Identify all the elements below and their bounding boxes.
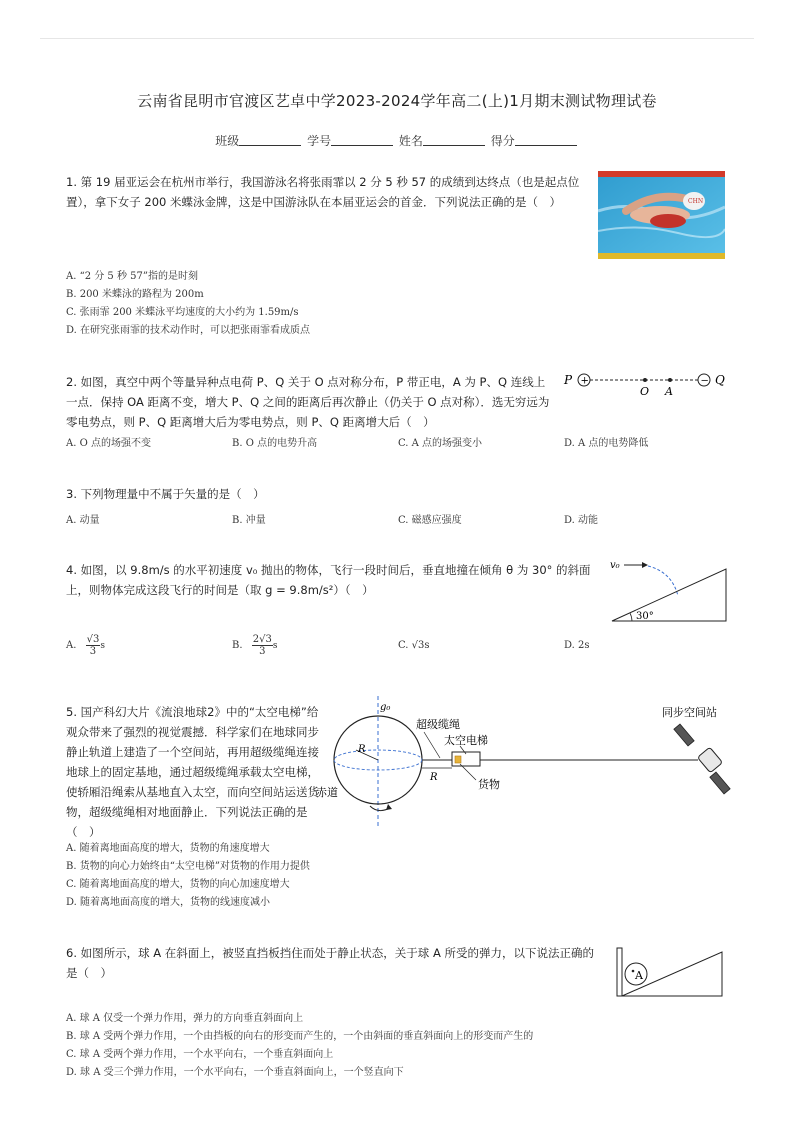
top-divider xyxy=(40,38,754,39)
ball-a-label: A xyxy=(635,969,643,982)
point-o-dot xyxy=(643,378,647,382)
question-2-stem: 2. 如图，真空中两个等量异种点电荷 P、Q 关于 O 点对称分布，P 带正电，A 为 P、Q 连线上一点．保持 OA 距离不变，增大 P、Q 之间的距离后再次静止（仍关于 O 点对称）．选无穷远为零电势点，则 P、Q 距离增大后为零电势点，则 P、Q 距离增大后（ ） xyxy=(66,375,550,429)
question-5-option-c[interactable]: C. 随着离地面高度的增大，货物的向心加速度增大 xyxy=(66,879,290,890)
option-a-numerator: √3 xyxy=(86,634,100,645)
question-3-option-b[interactable]: B. 冲量 xyxy=(232,515,266,526)
station-label: 同步空间站 xyxy=(662,706,717,719)
question-2-option-a[interactable]: A. O 点的场强不变 xyxy=(66,438,151,449)
question-5-stem: 5. 国产科幻大片《流浪地球2》中的“太空电梯”给观众带来了强烈的视觉震撼．科学家们在地球同步静止轨道上建造了一个空间站，再用超级缆绳连接地球上的固定基地，通过超级缆绳承载太空电梯，使轿厢沿绳索从基地直入太空，而向空间站运送货物，超级缆绳相对地面静止．下列说法正确的是（ ） xyxy=(66,705,319,839)
earth-radius-label: R xyxy=(358,744,366,755)
question-1-option-c[interactable]: C. 张雨霏 200 米蝶泳平均速度的大小约为 1.59m/s xyxy=(66,307,299,318)
space-station-icon xyxy=(674,724,730,794)
equator-label: 赤道 xyxy=(316,786,338,799)
cable-label: 超级缆绳 xyxy=(416,718,460,731)
svg-text:−: − xyxy=(700,375,709,387)
question-6-stem: 6. 如图所示，球 A 在斜面上，被竖直挡板挡住而处于静止状态，关于球 A 所受的弹力，以下说法正确的是（ ） xyxy=(66,946,594,980)
swimmer-photo xyxy=(598,171,725,259)
question-4-option-a[interactable]: A. $\frac{√3}{3}$ s xyxy=(66,634,105,657)
option-b-denominator: 3 xyxy=(259,646,266,657)
incline-projectile-diagram xyxy=(606,556,730,626)
field-name-blank[interactable] xyxy=(423,134,485,146)
velocity-arrowhead-icon xyxy=(642,562,648,568)
svg-text:+: + xyxy=(580,375,589,387)
vertical-board xyxy=(617,948,622,996)
point-o-label: O xyxy=(640,385,650,398)
ball-on-incline-diagram xyxy=(612,944,726,998)
cable-pointer xyxy=(424,732,440,758)
field-class-blank[interactable] xyxy=(239,134,301,146)
point-a-label: A xyxy=(665,385,673,398)
question-6-option-a[interactable]: A. 球 A 仅受一个弹力作用，弹力的方向垂直斜面向上 xyxy=(66,1013,304,1024)
question-3-option-a[interactable]: A. 动量 xyxy=(66,515,100,526)
charge-q-label: Q xyxy=(715,373,725,387)
incline-triangle xyxy=(612,569,726,621)
cap-label: CHN xyxy=(688,198,704,205)
space-elevator-diagram xyxy=(312,694,736,830)
field-number-label: 学号 xyxy=(307,134,332,148)
question-3-option-d[interactable]: D. 动能 xyxy=(564,515,599,526)
field-score-label: 得分 xyxy=(490,134,515,148)
question-6-option-d[interactable]: D. 球 A 受三个弹力作用，一个水平向右，一个垂直斜面向上，一个竖直向下 xyxy=(66,1067,404,1078)
field-class-label: 班级 xyxy=(215,134,240,148)
field-name-label: 姓名 xyxy=(398,134,423,148)
v0-label: v₀ xyxy=(610,560,620,571)
angle-label: 30° xyxy=(636,611,654,622)
question-4-option-b[interactable]: B. $\frac{2√3}{3}$ s xyxy=(232,634,278,657)
charge-p-label: P xyxy=(564,373,573,387)
option-b-numerator: 2√3 xyxy=(252,634,272,645)
question-4-stem: 4. 如图，以 9.8m/s 的水平初速度 v₀ 抛出的物体，飞行一段时间后，垂直地撞在倾角 θ 为 30° 的斜面上，则物体完成这段飞行的时间是（取 g = 9.8m/s²）（ ） xyxy=(66,563,591,597)
g0-label: g₀ xyxy=(380,702,391,713)
trajectory-curve xyxy=(648,566,678,596)
question-1-option-a[interactable]: A. “2 分 5 秒 57”指的是时刻 xyxy=(66,271,198,282)
field-score-blank[interactable] xyxy=(515,134,577,146)
student-info-line xyxy=(0,132,794,149)
point-a-dot xyxy=(668,378,672,382)
question-3-stem: 3. 下列物理量中不属于矢量的是（ ） xyxy=(66,487,265,501)
distance-label: R xyxy=(430,772,438,783)
question-5-option-b[interactable]: B. 货物的向心力始终由“太空电梯”对货物的作用力提供 xyxy=(66,861,310,872)
exam-title: 云南省昆明市官渡区艺卓中学2023-2024学年高二(上)1月期末测试物理试卷 xyxy=(137,92,657,110)
question-4-option-c[interactable]: C. √3s xyxy=(398,640,430,651)
question-6-option-c[interactable]: C. 球 A 受两个弹力作用，一个水平向右，一个垂直斜面向上 xyxy=(66,1049,334,1060)
question-2-option-c[interactable]: C. A 点的场强变小 xyxy=(398,438,483,449)
question-5-option-d[interactable]: D. 随着离地面高度的增大，货物的线速度减小 xyxy=(66,897,271,908)
charges-diagram xyxy=(562,368,732,400)
option-a-denominator: 3 xyxy=(89,646,97,657)
cargo-label: 货物 xyxy=(478,778,500,791)
question-5-option-a[interactable]: A. 随着离地面高度的增大，货物的角速度增大 xyxy=(66,843,270,854)
field-number-blank[interactable] xyxy=(331,134,393,146)
cargo-box xyxy=(455,756,461,763)
question-6-option-b[interactable]: B. 球 A 受两个弹力作用，一个由挡板的向右的形变而产生的，一个由斜面的垂直斜面向上的形变而产生的 xyxy=(66,1031,534,1042)
question-1-option-d[interactable]: D. 在研究张雨霏的技术动作时，可以把张雨霏看成质点 xyxy=(66,325,311,336)
angle-arc xyxy=(630,613,632,621)
question-1-option-b[interactable]: B. 200 米蝶泳的路程为 200m xyxy=(66,289,204,300)
question-1-stem: 1. 第 19 届亚运会在杭州市举行，我国游泳名将张雨霏以 2 分 5 秒 57 的成绩到达终点（也是起点位置），拿下女子 200 米蝶泳金牌，这是中国游泳队在本届亚运会的首金．下列说法正确的是（ ） xyxy=(66,175,580,209)
question-3-option-c[interactable]: C. 磁感应强度 xyxy=(398,515,462,526)
question-2-option-b[interactable]: B. O 点的电势升高 xyxy=(232,438,318,449)
elevator-label: 太空电梯 xyxy=(444,734,488,747)
question-2-option-d[interactable]: D. A 点的电势降低 xyxy=(564,438,649,449)
question-4-option-d[interactable]: D. 2s xyxy=(564,640,590,651)
